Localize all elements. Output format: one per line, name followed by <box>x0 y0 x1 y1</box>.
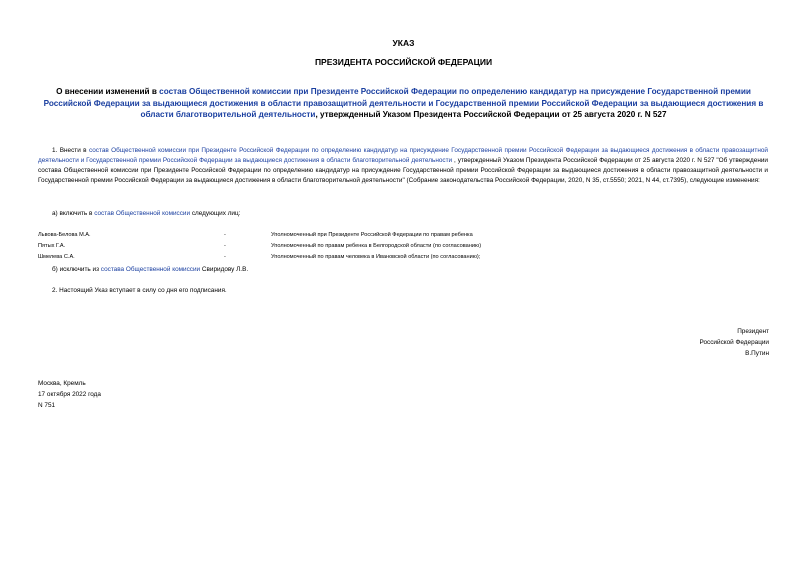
decree-heading: УКАЗ <box>392 38 415 48</box>
title-prefix: О внесении изменений в <box>56 87 160 96</box>
item-b-link[interactable]: состава Общественной комиссии <box>100 266 201 273</box>
signature-name: В.Путин <box>745 350 769 357</box>
decree-title <box>40 86 767 121</box>
title-link[interactable]: состав Общественной комиссии при Президенте Российской Федерации по определению кандидатур на присуждение Государственной премии Российской Федерации за выдающиеся достижения в области правозащитной деятельности и Государственной премии Российской Федерации за выдающиеся достижения в области благотворительной деятельности <box>43 87 764 119</box>
member-role: Уполномоченный по правам ребенка в Белгородской области (по согласованию) <box>271 243 482 249</box>
item-a-prefix: а) включить в <box>52 210 95 217</box>
member-dash: - <box>224 243 226 249</box>
item-a-link[interactable]: состав Общественной комиссии <box>94 210 191 217</box>
member-name: Пятых Г.А. <box>38 243 66 249</box>
signature-title: Президент <box>737 328 769 335</box>
paragraph-2: 2. Настоящий Указ вступает в силу со дня его подписания. <box>52 287 227 294</box>
item-b-prefix: б) исключить из <box>52 266 101 273</box>
paragraph-1-link[interactable]: состав Общественной комиссии при Президенте Российской Федерации по определению кандидатур на присуждение Государственной премии Российской Федерации за выдающиеся достижения в области правозащитной деятельности и Государственной премии Российской Федерации за выдающиеся достижения в области благотворительной деятельности <box>38 147 768 164</box>
member-name: Шмелева С.А. <box>38 254 75 260</box>
paragraph-1-prefix: 1. Внести в <box>52 147 89 154</box>
member-dash: - <box>224 254 226 260</box>
signature-block <box>700 326 770 359</box>
member-role: Уполномоченный при Президенте Российской Федерации по правам ребенка <box>271 232 473 238</box>
paragraph-1-suffix: , утвержденный Указом Президента Российской Федерации от 25 августа 2020 г. N 527 "Об утверждении состава Общественной комиссии при Президенте Российской Федерации по определению кандидатур на присуждение Государственной премии Российской Федерации за выдающиеся достижения в области правозащитной деятельности и Государственной премии Российской Федерации за выдающиеся достижения в области благотворительной деятельности" (Собрание законодательства Российской Федерации, 2020, N 35, ст.5550; 2021, N 44, ст.7395), следующие изменения: <box>38 157 768 184</box>
item-a-suffix: следующих лиц: <box>190 210 241 217</box>
place-date: 17 октября 2022 года <box>38 391 101 398</box>
member-role: Уполномоченный по правам человека в Ивановской области (по согласованию); <box>271 254 481 260</box>
signature-country: Российской Федерации <box>699 339 769 346</box>
decree-issuer: ПРЕЗИДЕНТА РОССИЙСКОЙ ФЕДЕРАЦИИ <box>314 57 493 67</box>
decree-number: N 751 <box>38 402 56 409</box>
item-b <box>52 265 248 275</box>
title-suffix: , утвержденный Указом Президента Российской Федерации от 25 августа 2020 г. N 527 <box>315 110 667 119</box>
member-name: Львова-Белова М.А. <box>38 232 91 238</box>
member-dash: - <box>224 232 226 238</box>
place-date-block <box>38 378 101 411</box>
item-b-suffix: Свиридову Л.В. <box>200 266 249 273</box>
item-a <box>52 209 240 219</box>
place-city: Москва, Кремль <box>38 380 86 387</box>
paragraph-1 <box>38 146 768 186</box>
